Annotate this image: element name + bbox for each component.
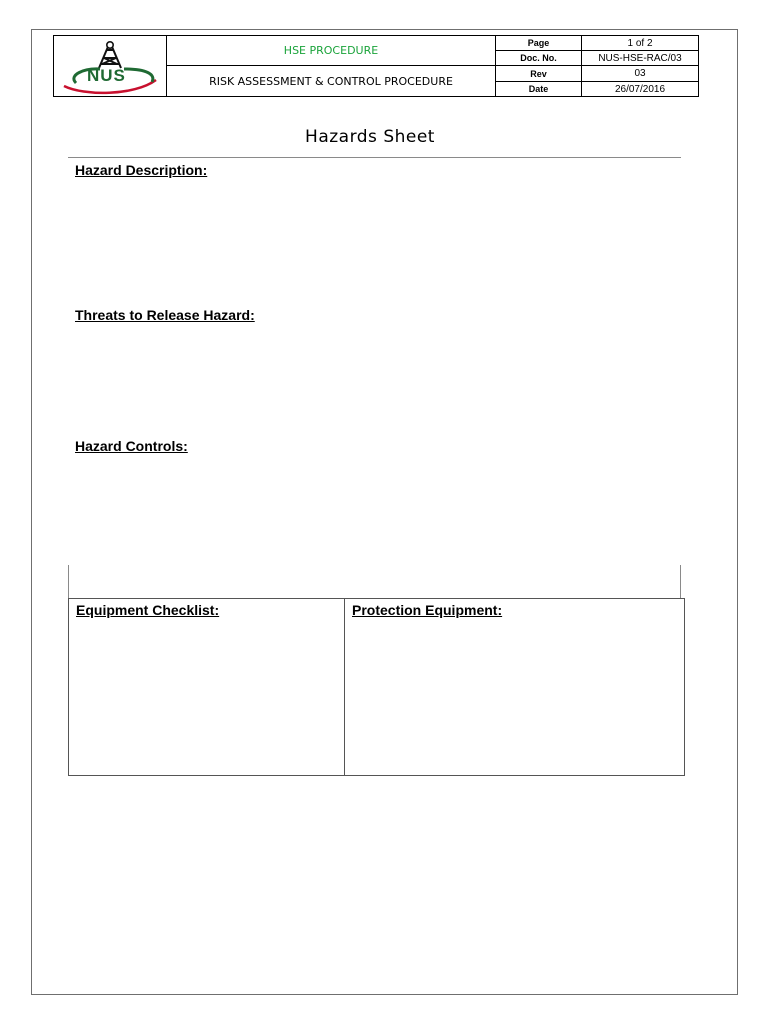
sheet-title: Hazards Sheet — [305, 127, 435, 147]
hazard-controls-label: Hazard Controls: — [75, 438, 188, 454]
threats-label: Threats to Release Hazard: — [75, 307, 255, 323]
title-divider — [68, 157, 681, 158]
logo-cell — [54, 36, 167, 97]
equipment-table — [68, 598, 685, 776]
hazard-description-label: Hazard Description: — [75, 162, 208, 178]
procedure-subtitle: RISK ASSESSMENT & CONTROL PROCEDURE — [167, 66, 496, 97]
meta-label-rev: Rev — [496, 66, 582, 82]
document-header — [53, 35, 699, 97]
protection-equipment-label: Protection Equipment: — [352, 602, 503, 618]
meta-value-date: 26/07/2016 — [582, 82, 699, 97]
company-logo — [54, 36, 166, 96]
right-side-line — [680, 565, 681, 599]
protection-equipment-cell — [345, 599, 685, 776]
left-side-line — [68, 565, 69, 599]
meta-value-rev: 03 — [582, 66, 699, 82]
meta-label-date: Date — [496, 82, 582, 97]
equipment-checklist-cell — [69, 599, 345, 776]
meta-label-doc-no: Doc. No. — [496, 51, 582, 66]
procedure-title: HSE PROCEDURE — [167, 36, 496, 66]
equipment-checklist-label: Equipment Checklist: — [76, 602, 220, 618]
logo-text: NUS — [87, 66, 126, 85]
meta-value-page: 1 of 2 — [582, 36, 699, 51]
meta-value-doc-no: NUS-HSE-RAC/03 — [582, 51, 699, 66]
meta-label-page: Page — [496, 36, 582, 51]
